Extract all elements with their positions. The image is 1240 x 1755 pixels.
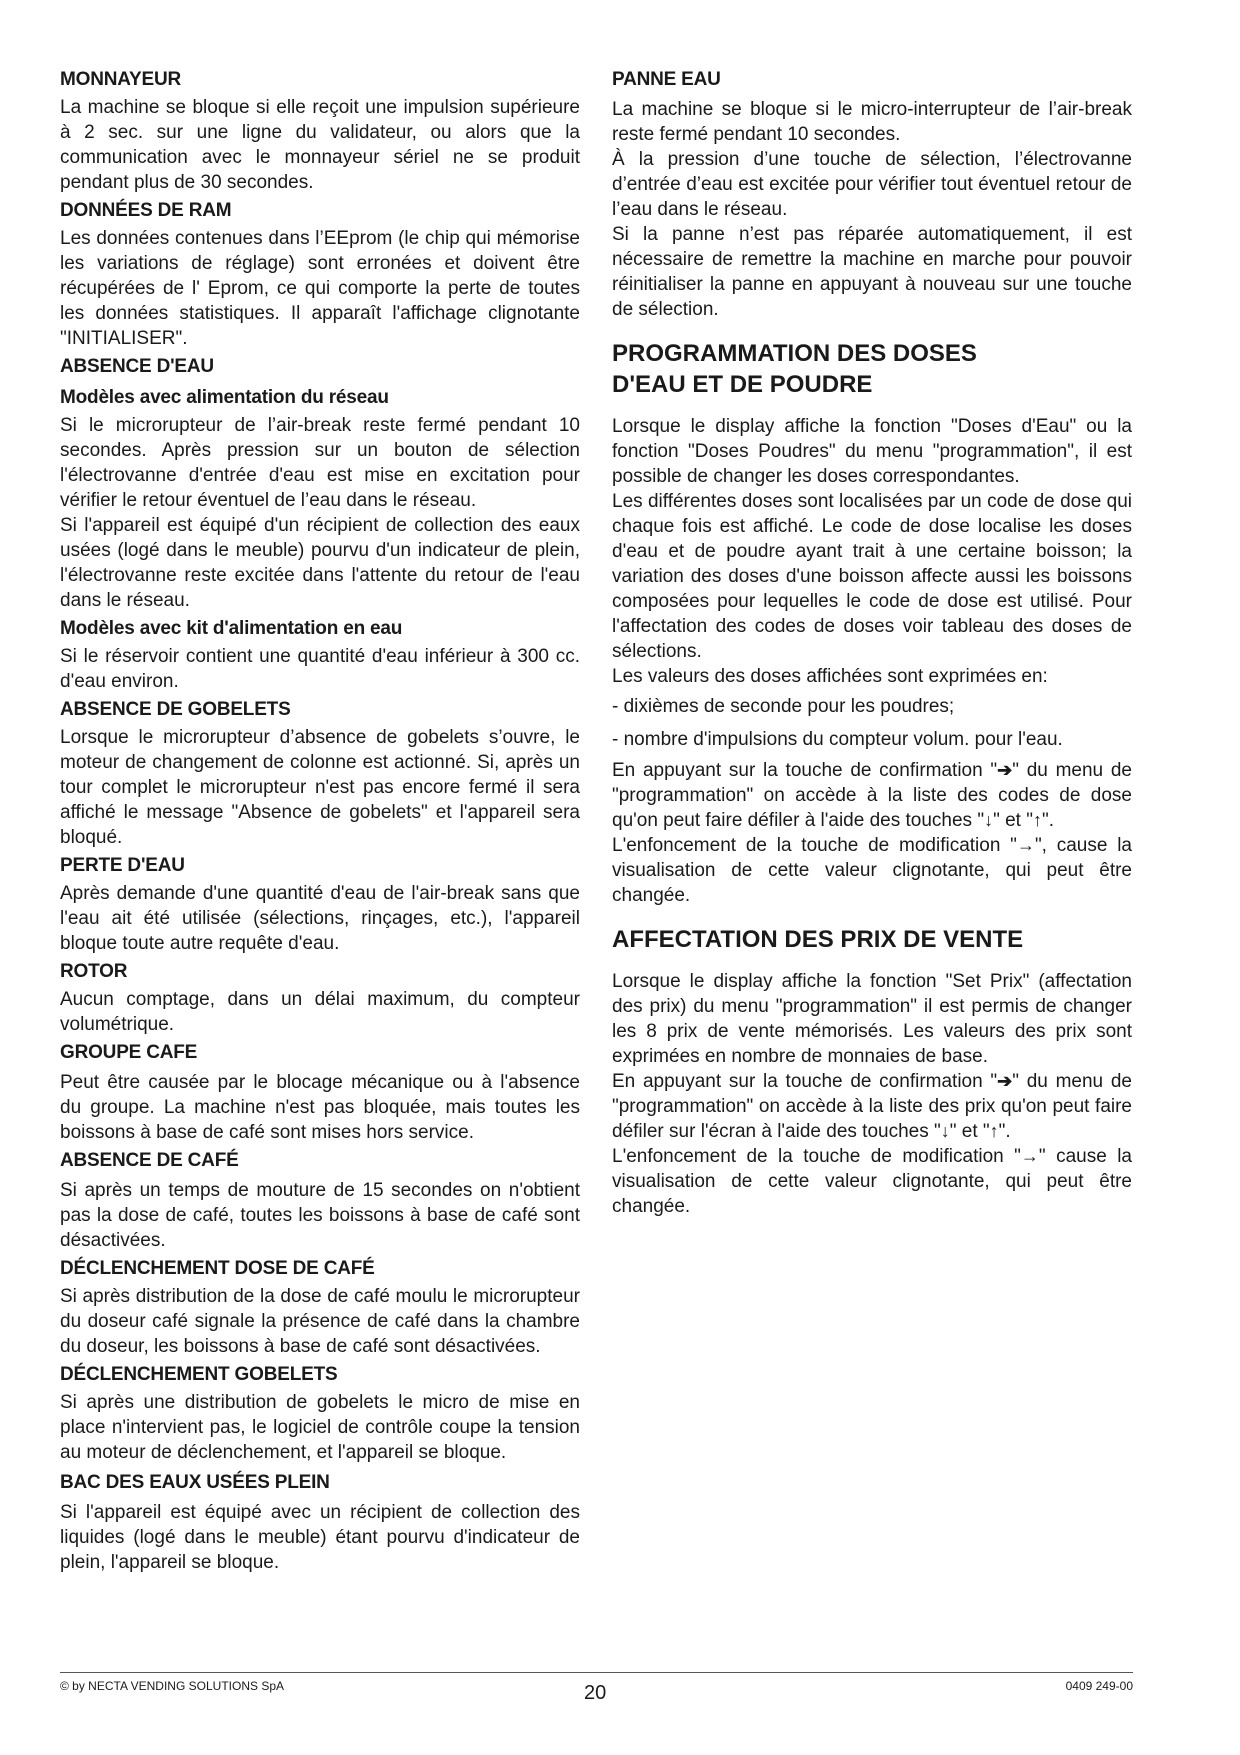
paragraph-perte-eau: Après demande d'une quantité d'eau de l'air-break sans que l'eau ait été utilisée (sélections, rinçages, etc.), l'appareil bloque toute autre requête d'eau.: [60, 883, 580, 954]
paragraph-absence-cafe: Si après un temps de mouture de 15 secondes on n'obtient pas la dose de café, toutes les boissons à base de café sont désactivées.: [60, 1180, 580, 1251]
heading-absence-gobelets: ABSENCE DE GOBELETS: [60, 699, 291, 720]
paragraph-prix-1: Lorsque le display affiche la fonction "Set Prix" (affectation des prix) du menu "programmation" il est permis de changer les 8 prix de vente mémorisés. Les valeurs des prix sont exprimées en nombre de monnaies de base.: [612, 971, 1132, 1067]
confirm-arrow-icon: ➔: [997, 760, 1013, 780]
down-arrow-icon: ↓: [984, 810, 994, 830]
paragraph-reseau-1: Si le microrupteur de l’air-break reste fermé pendant 10 secondes. Après pression sur un bouton de sélection l'électrovanne d'entrée d'eau est mise en excitation pour vérifier le retour éventuel de l’eau dans le réseau.: [60, 415, 580, 511]
text-segment: " cause la visualisation de cette valeur clignotante, qui peut être changée.: [612, 1146, 1132, 1217]
paragraph-panne-1: La machine se bloque si le micro-interrupteur de l’air-break reste fermé pendant 10 secondes.: [612, 99, 1132, 145]
paragraph-groupe-cafe: Peut être causée par le blocage mécanique ou à l'absence du groupe. La machine n'est pas bloquée, mais toutes les boissons à base de café sont mises hors service.: [60, 1072, 580, 1143]
paragraph-programmation-3: Les valeurs des doses affichées sont exprimées en:: [612, 666, 1048, 687]
modify-arrow-icon: →: [1020, 1146, 1039, 1166]
heading-bac-eaux: BAC DES EAUX USÉES PLEIN: [60, 1472, 330, 1493]
right-column: [612, 68, 1132, 1219]
heading-monnayeur: MONNAYEUR: [60, 69, 182, 90]
up-arrow-icon: ↑: [1032, 810, 1042, 830]
subheading-kit: Modèles avec kit d'alimentation en eau: [60, 618, 403, 639]
paragraph-panne-2: À la pression d’une touche de sélection, l’électrovanne d’entrée d’eau est excitée pour vérifier tout éventuel retour de l’eau dans le réseau.: [612, 149, 1132, 220]
paragraph-programmation-4: [612, 758, 1132, 833]
heading-declenchement-dose: DÉCLENCHEMENT DOSE DE CAFÉ: [60, 1258, 375, 1279]
paragraph-kit: Si le réservoir contient une quantité d'eau inférieur à 300 cc. d'eau environ.: [60, 646, 580, 692]
modify-arrow-icon: →: [1016, 835, 1035, 855]
list-item-eau: - nombre d'impulsions du compteur volum. pour l'eau.: [612, 729, 1063, 750]
heading-donnees-ram: DONNÉES DE RAM: [60, 200, 232, 221]
document-code: 0409 249-00: [1065, 1679, 1133, 1693]
text-segment: ".: [998, 1121, 1011, 1142]
text-segment: ", cause la visualisation de cette valeur clignotante, qui peut être changée.: [612, 835, 1132, 906]
heading-groupe-cafe: GROUPE CAFE: [60, 1042, 198, 1063]
heading-rotor: ROTOR: [60, 961, 128, 982]
confirm-arrow-icon: ➔: [997, 1071, 1013, 1091]
page-number: 20: [584, 1682, 607, 1704]
paragraph-reseau-2: Si l'appareil est équipé d'un récipient de collection des eaux usées (logé dans le meuble) pourvu d'un indicateur de plein, l'électrovanne reste excitée dans l'attente du retour de l'eau dans le réseau.: [60, 515, 580, 611]
paragraph-panne-3: Si la panne n’est pas réparée automatiquement, il est nécessaire de remettre la machine en marche pour pouvoir réinitialiser la panne en appuyant à nouveau sur une touche de sélection.: [612, 224, 1132, 320]
list-item-poudres: - dixièmes de seconde pour les poudres;: [612, 696, 955, 717]
subheading-reseau: Modèles avec alimentation du réseau: [60, 387, 389, 408]
heading-programmation-line2: D'EAU ET DE POUDRE: [612, 371, 873, 398]
heading-perte-eau: PERTE D'EAU: [60, 855, 185, 876]
text-segment: " du menu de "programmation" on accède à la liste des codes de dose qu'on peut faire défiler à l'aide des touches ": [612, 760, 1132, 831]
footer-divider: [60, 1672, 1133, 1673]
paragraph-declenchement-dose: Si après distribution de la dose de café moulu le microrupteur du doseur café signale la présence de café dans la chambre du doseur, les boissons à base de café sont désactivées.: [60, 1286, 580, 1357]
paragraph-rotor: Aucun comptage, dans un délai maximum, du compteur volumétrique.: [60, 989, 580, 1035]
text-segment: " et ": [993, 810, 1033, 831]
paragraph-bac-eaux: Si l'appareil est équipé avec un récipient de collection des liquides (logé dans le meuble) étant pourvu d'indicateur de plein, l'appareil se bloque.: [60, 1502, 580, 1573]
footer-copyright: © by NECTA VENDING SOLUTIONS SpA: [60, 1679, 285, 1693]
paragraph-prix-2: [612, 1069, 1132, 1144]
section-title-programmation: [612, 338, 1132, 400]
paragraph-prix-3: [612, 1144, 1132, 1219]
down-arrow-icon: ↓: [940, 1121, 950, 1141]
paragraph-monnayeur: La machine se bloque si elle reçoit une impulsion supérieure à 2 sec. sur une ligne du validateur, ou alors que la communication avec le monnayeur sériel ne se produit pendant plus de 30 secondes.: [60, 97, 580, 193]
paragraph-programmation-1: Lorsque le display affiche la fonction "Doses d'Eau" ou la fonction "Doses Poudres" du menu "programmation", il est possible de changer les doses correspondantes.: [612, 416, 1132, 487]
text-segment: " du menu de "programmation" on accède à la liste des prix qu'on peut faire défiler sur l'écran à l'aide des touches ": [612, 1071, 1132, 1142]
paragraph-absence-gobelets: Lorsque le microrupteur d’absence de gobelets s’ouvre, le moteur de changement de colonne est actionné. Si, après un tour complet le microrupteur n'est pas encore fermé il sera affiché le message "Absence de gobelets" et l'appareil sera bloqué.: [60, 727, 580, 848]
heading-programmation-line1: PROGRAMMATION DES DOSES: [612, 340, 977, 367]
heading-absence-cafe: ABSENCE DE CAFÉ: [60, 1150, 239, 1171]
heading-panne-eau: PANNE EAU: [612, 69, 721, 90]
paragraph-programmation-5: [612, 833, 1132, 908]
text-segment: En appuyant sur la touche de confirmation ": [612, 760, 998, 781]
up-arrow-icon: ↑: [989, 1121, 999, 1141]
left-column: [60, 68, 580, 1575]
paragraph-donnees-ram: Les données contenues dans l’EEprom (le chip qui mémorise les variations de réglage) sont erronées et doivent être récupérées de l' Eprom, ce qui comporte la perte de toutes les données statistiques. Il apparaît l'affichage clignotante "INITIALISER".: [60, 228, 580, 349]
text-segment: En appuyant sur la touche de confirmation ": [612, 1071, 998, 1092]
heading-absence-eau: ABSENCE D'EAU: [60, 356, 214, 377]
text-segment: ".: [1041, 810, 1055, 831]
paragraph-declenchement-gobelets: Si après une distribution de gobelets le micro de mise en place n'intervient pas, le logiciel de contrôle coupe la tension au moteur de déclenchement, et l'appareil se bloque.: [60, 1392, 580, 1463]
paragraph-programmation-2: Les différentes doses sont localisées par un code de dose qui chaque fois est affiché. Le code de dose localise les doses d'eau et de poudre ayant trait à une certaine boisson; la variation des doses d'une boisson affecte aussi les boissons composées pour lequelles le code de dose est utilisé. Pour l'affectation des codes de doses voir tableau des doses de sélections.: [612, 491, 1132, 662]
text-segment: " et ": [949, 1121, 990, 1142]
heading-affectation-prix: AFFECTATION DES PRIX DE VENTE: [612, 926, 1024, 953]
text-segment: L'enfoncement de la touche de modification ": [612, 1146, 1021, 1167]
heading-declenchement-gobelets: DÉCLENCHEMENT GOBELETS: [60, 1364, 338, 1385]
text-segment: L'enfoncement de la touche de modification ": [612, 835, 1017, 856]
